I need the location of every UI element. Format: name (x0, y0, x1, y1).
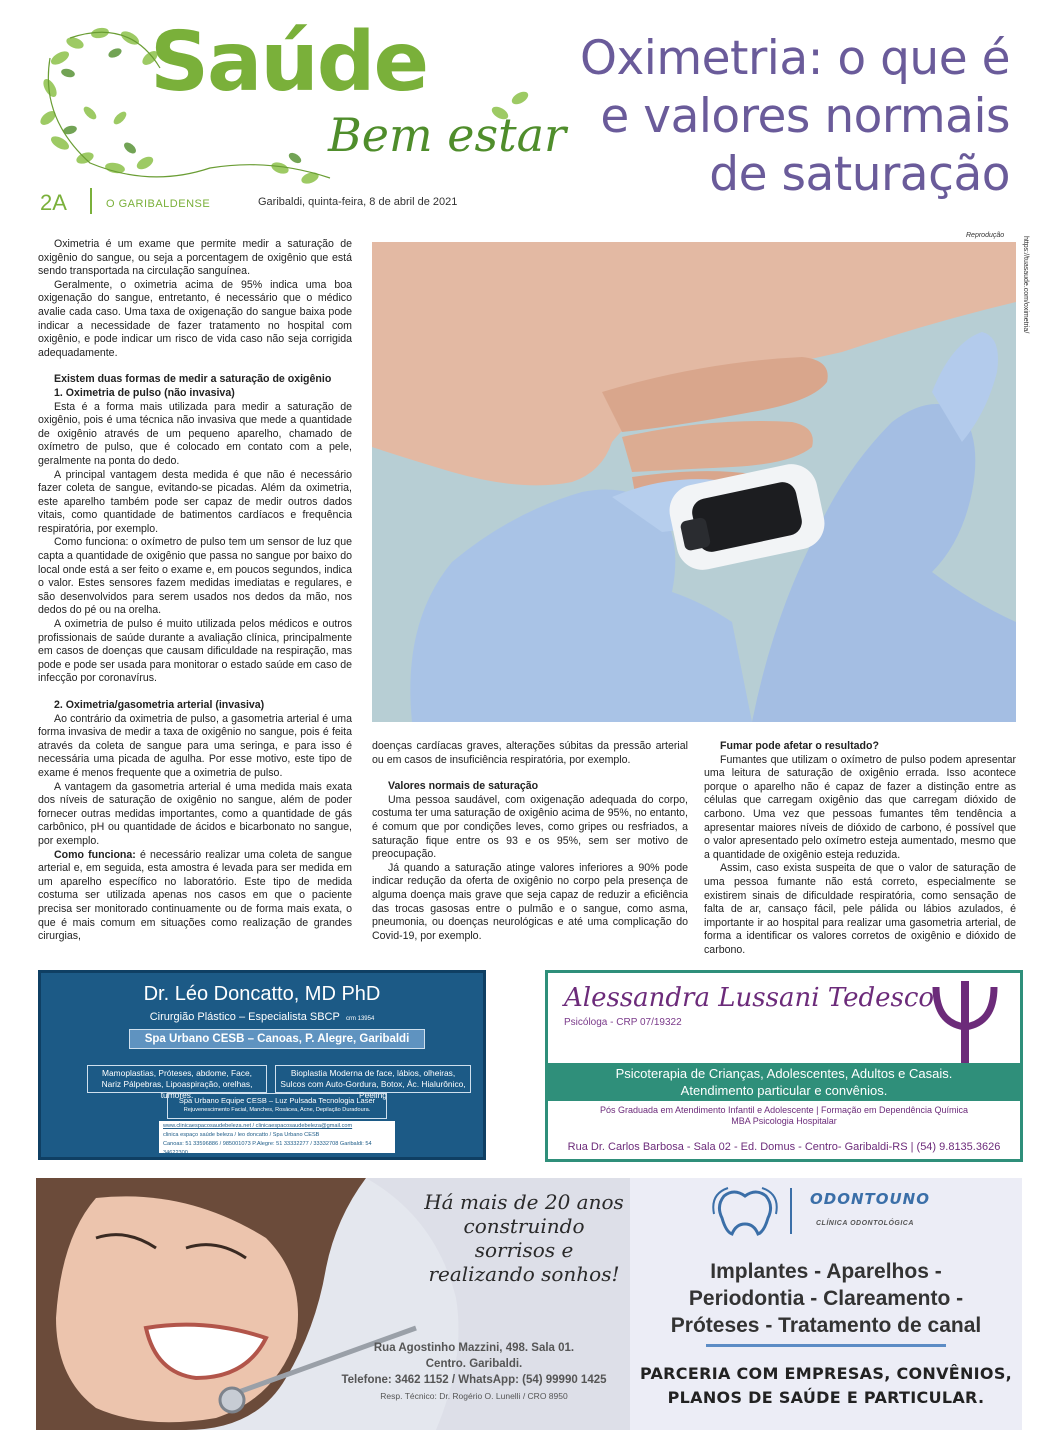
ad-services-box: Mamoplastias, Próteses, abdome, Face, Nariz Pálpebras, Lipoaspiração, orelhas, tumores. (87, 1065, 267, 1093)
ad-technical-responsible: Resp. Técnico: Dr. Rogério O. Lunelli / CRO 8950 (380, 1391, 568, 1401)
subheading: 1. Oximetria de pulso (não invasiva) (54, 386, 235, 399)
paragraph: Esta é a forma mais utilizada para medir a saturação de oxigênio, pois é uma técnica não invasiva que mede a quantidade de oxigênio através de um pequeno aparelho, chamado de oxímetro de pulso, que é colocado em contato com a pele, geralmente na ponta do dedo. (38, 400, 352, 467)
paragraph (38, 849, 352, 944)
paragraph: A principal vantagem desta medida é que não é necessário fazer coleta de sangue, evitando-se picadas. Além da oximetria, este aparelho também pode ser capaz de medir outros dados vitais, como quantidade de batimentos cardíacos e frequência respiratória, por exemplo. (38, 468, 352, 535)
ad-training (548, 1105, 1020, 1127)
section-title: Saúde (150, 15, 428, 110)
services-line: Periodontia - Clareamento - (688, 1287, 964, 1310)
masthead (0, 0, 1058, 232)
clinic-subtitle: CLÍNICA ODONTOLÓGICA (816, 1220, 914, 1227)
paragraph: A vantagem da gasometria arterial é uma medida mais exata dos níveis de saturação de oxigênio no sangue, além de poder fornecer outras medidas importantes, como a quantidade de gás carbônico, pH ou quantidade de ácidos e bicarbonato no sangue, por exemplo. (38, 780, 352, 847)
ad-odontouno (630, 1178, 1022, 1430)
ad-contact-box (159, 1121, 395, 1156)
tooth-logo-icon (710, 1184, 780, 1238)
psi-symbol-icon (930, 979, 1000, 1065)
ad-role-text: Cirurgião Plástico – Especialista SBCP (149, 1011, 340, 1023)
ad-address-line: Centro. Garibaldi. (425, 1358, 523, 1370)
ad-doncatto (38, 970, 486, 1160)
logo-divider (790, 1188, 792, 1234)
ad-laser-details: Rejuvenescimento Facial, Manches, Rosácea, Acne, Depilação Duradoura. (183, 1107, 371, 1113)
ad-band-line: Atendimento particular e convênios. (680, 1083, 888, 1098)
pulse-oximeter-photo (372, 242, 1016, 722)
newspaper-name: O GARIBALDENSE (106, 198, 211, 210)
ad-crm: crm 13954 (345, 1016, 375, 1022)
clinic-partnership (630, 1362, 1022, 1410)
article-column-2 (372, 740, 688, 943)
paragraph: Ao contrário da oximetria de pulso, a gasometria arterial é uma forma invasiva de medir a taxa de oxigênio no sangue, pois é feita através da coleta de sangue para uma seringa, e para isso é necessária uma picada de agulha. Por esse motivo, este tipo de exame é menos frequente que a oximetria de pulso. (38, 712, 352, 779)
page-number: 2A (40, 190, 67, 215)
services-line: Implantes - Aparelhos - (710, 1260, 942, 1283)
paragraph: Fumantes que utilizam o oxímetro de pulso podem apresentar uma leitura de saturação de oxigênio errada. Isso acontece porque o aparelho não é capaz de fazer a distinção entre as células que carregam oxigênio das que carregam dióxido de carbono. Uma vez que pessoas fumantes têm tendência a apresentar maiores níveis de dióxido de carbono, é possível que o valor apresentado pelo oxímetro esteja aumentado, mesmo que a quantidade de oxigênio esteja reduzida. (704, 753, 1016, 861)
ad-services-band (548, 1063, 1020, 1101)
clinic-services (630, 1258, 1022, 1339)
paragraph: doenças cardíacas graves, alterações súbitas da pressão arterial ou em casos de insuficiência respiratória, por exemplo. (372, 740, 688, 766)
paragraph: Já quando a saturação atinge valores inferiores a 90% pode indicar redução da oferta de oxigênio no corpo pela presença de alguma doença mais grave que seja capaz de reduzir a eficiência das trocas gasosas entre o pulmão e o sangue, como asma, pneumonia, ou doenças neurológicas e até uma complicação do Covid-19, por exemplo. (372, 861, 688, 942)
ad-crp: Psicóloga - CRP 07/19322 (564, 1017, 682, 1028)
ad-training-line: MBA Psicologia Hospitalar (731, 1116, 837, 1126)
masthead-divider (90, 188, 92, 214)
ad-training-line: Pós Graduada em Atendimento Infantil e Adolescente | Formação em Dependência Química (599, 1105, 969, 1115)
services-line: Próteses - Tratamento de canal (670, 1314, 982, 1337)
ad-address: Rua Dr. Carlos Barbosa - Sala 02 - Ed. Domus - Centro- Garibaldi-RS | (54) 9.8135.3626 (567, 1141, 1001, 1153)
subheading: Valores normais de saturação (388, 780, 539, 793)
ad-tedesco (545, 970, 1023, 1162)
ad-doctor-name: Dr. Léo Doncatto, MD PhD (143, 983, 381, 1005)
partnership-line: PLANOS DE SAÚDE E PARTICULAR. (667, 1388, 985, 1407)
pulse-oximeter-illustration (372, 242, 1016, 722)
clinic-name: ODONTOUNO (810, 1190, 930, 1208)
paragraph: Uma pessoa saudável, com oxigenação adequada do corpo, costuma ter uma saturação de oxigênio acima de 95%, no entanto, é comum que por condições leves, como gripes ou resfriados, a saturação fique entre os 93 e os 95%, sem ser motivo de preocupação. (372, 793, 688, 861)
ad-services-box: Bioplastia Moderna de face, lábios, olheiras, Sulcos com Auto-Gordura, Botox, Ác. Hialurônico, Peeling (275, 1065, 471, 1093)
ad-dentist-contact (316, 1340, 630, 1404)
ad-services-box (167, 1093, 387, 1119)
partnership-line: PARCERIA COM EMPRESAS, CONVÊNIOS, (639, 1364, 1013, 1383)
publication-date: Garibaldi, quinta-feira, 8 de abril de 2021 (258, 196, 458, 208)
paragraph: Oximetria é um exame que permite medir a saturação de oxigênio do sangue, ou seja a porcentagem de oxigênio que está sendo transportada na circulação sanguínea. (38, 238, 352, 278)
subheading: 2. Oximetria/gasometria arterial (invasiva) (54, 699, 265, 711)
ad-social-handles: clinica espaço saúde beleza / leo doncatto / Spa Urbano CESB (163, 1132, 320, 1138)
paragraph: A oximetria de pulso é muito utilizada pelos médicos e outros profissionais de saúde durante a avaliação clínica, principalmente em casos de doenças que causam dificuldade na respiração, mas pode e pode ser usada para monitorar o estado saúde em caso de infecção por coronavírus. (38, 618, 352, 685)
paragraph: Como funciona: o oxímetro de pulso tem um sensor de luz que capta a quantidade de oxigênio que passa no sangue por baixo do local onde está a ser feito o exame e, em poucos segundos, indica o valor. Estes sensores fazem medidas imediatas e regulares, e são desenvolvidos para serem usados nos dedos da mão, nos dedos do pé ou na orelha. (38, 536, 352, 617)
paragraph: Geralmente, o oximetria acima de 95% indica uma boa oxigenação do sangue, entretanto, é necessário que o médico avalie cada caso. Uma taxa de oxigenação do sangue baixa pode indicar a necessidade de fazer tratamento no hospital com oxigênio, e pode indicar um risco de vida caso não seja corrigida adequadamente. (38, 278, 352, 359)
ad-doctor-role (41, 1011, 483, 1023)
photo-credit: Reprodução (966, 232, 1005, 239)
ad-slogan: Há mais de 20 anos construindo sorrisos e realizando sonhos! (424, 1190, 624, 1286)
services-divider (706, 1344, 946, 1347)
photo-source-url: https://tuasaude.com/oximetria/ (1022, 236, 1029, 334)
ad-band-line: Psicoterapia de Crianças, Adolescentes, Adultos e Casais. (615, 1066, 953, 1081)
ad-phones: Telefone: 3462 1152 / WhatsApp: (54) 99990 1425 (341, 1374, 607, 1386)
ad-laser-title: Spa Urbano Equipe CESB – Luz Pulsada Tecnologia Laser (178, 1096, 376, 1105)
article-headline: Oximetria: o que é e valores normais de saturação (579, 31, 1010, 202)
section-subtitle: Bem estar (328, 108, 566, 162)
article-column-3 (704, 740, 1016, 958)
ad-website-link[interactable]: www.clinicaespacosaudebeleza.net / clinicaespacosaudebeleza@gmail.com (163, 1123, 353, 1129)
inline-bold: Como funciona: (54, 848, 136, 861)
inline-text: é necessário realizar uma coleta de sangue arterial e, em seguida, esta amostra é levada para ser medida em um aparelho específico no laboratório. Este tipo de medida costuma ser utilizada apenas nos casos em que o paciente precisa ser monitorado continuamente ou de forma mais exata, o que é mais comum em situações como realização de grandes cirurgias, (38, 848, 352, 943)
article-column-1 (38, 238, 352, 944)
subheading: Fumar pode afetar o resultado? (720, 740, 879, 752)
ad-dentist (36, 1178, 630, 1430)
paragraph: Assim, caso exista suspeita de que o valor de saturação de uma pessoa fumante não está correto, especialmente se existirem sinais de dificuldade respiratória, como sensação de falta de ar, cansaço fácil, pele pálida ou lábios azulados, é importante ir ao hospital para realizar uma gasometria arterial, de forma a identificar os valores corretos de oxigênio e dióxido de carbono. (704, 862, 1016, 956)
subheading: Existem duas formas de medir a saturação de oxigênio (54, 373, 332, 386)
ad-address-line: Rua Agostinho Mazzini, 498. Sala 01. (373, 1342, 575, 1354)
ad-phone-numbers: Canoas: 51 33596886 / 985001073 P.Alegre: 51 33332277 / 33332708 Garibaldi: 54 34622300 (163, 1141, 372, 1156)
ad-psychologist-name: Alessandra Lussani Tedesco (564, 983, 935, 1013)
ad-spa-banner: Spa Urbano CESB – Canoas, P. Alegre, Garibaldi (129, 1029, 425, 1049)
